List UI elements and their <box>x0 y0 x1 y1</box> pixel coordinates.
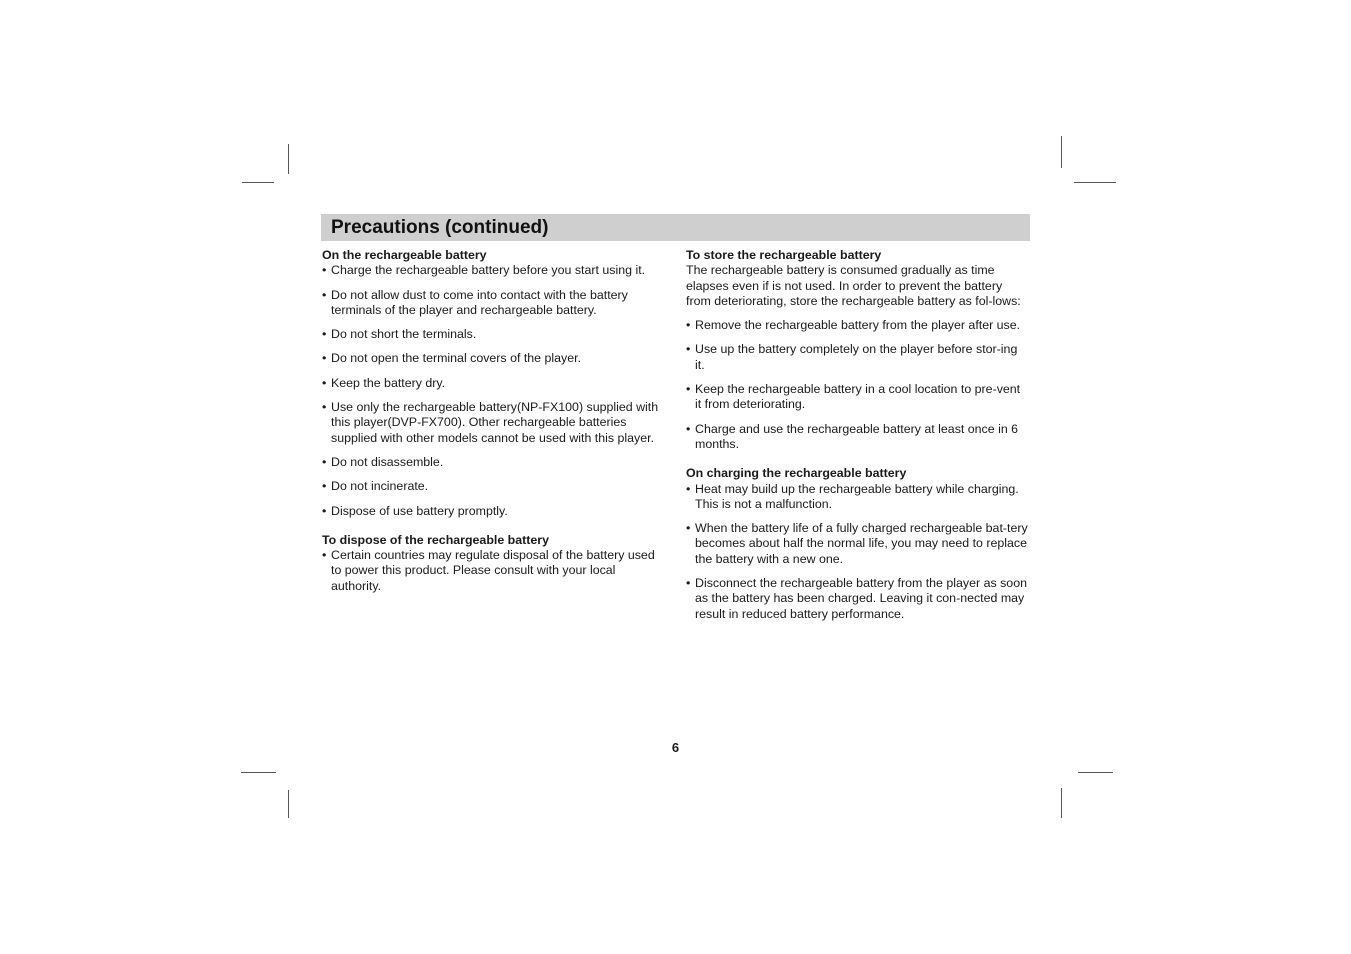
crop-mark-bottom-right-v <box>1061 788 1062 818</box>
crop-mark-top-left-h <box>242 182 274 183</box>
section-dispose-battery <box>322 533 667 594</box>
bullet-icon: • <box>322 503 327 518</box>
right-column <box>686 248 1028 636</box>
section-heading: To store the rechargeable battery <box>686 248 882 262</box>
bullet-icon: • <box>322 548 327 563</box>
section-heading: On the rechargeable battery <box>322 248 487 262</box>
bullet-list <box>322 263 667 519</box>
bullet-icon: • <box>686 521 691 536</box>
section-store-battery <box>686 248 1028 452</box>
bullet-icon: • <box>686 481 691 496</box>
section-on-rechargeable-battery <box>322 248 667 519</box>
list-item: • Keep the rechargeable battery in a cool location to pre-vent it from deteriorating. <box>686 382 1021 412</box>
section-intro: The rechargeable battery is consumed gradually as time elapses even if is not used. In order to prevent the battery from deteriorating, store the rechargeable battery as fol-lows: <box>686 263 1021 308</box>
list-item: • Disconnect the rechargeable battery from the player as soon as the battery has been charged. Leaving it con-nected may result in reduced battery performance. <box>686 576 1027 621</box>
list-item: • Certain countries may regulate disposal of the battery used to power this product. Please consult with your local authority. <box>322 548 655 593</box>
crop-mark-top-right-v <box>1061 136 1062 168</box>
list-item: • Do not disassemble. <box>322 454 444 469</box>
crop-mark-top-left-v <box>288 144 289 174</box>
bullet-icon: • <box>686 382 691 397</box>
bullet-icon: • <box>322 351 327 366</box>
list-item: • Do not open the terminal covers of the player. <box>322 351 582 366</box>
crop-mark-bottom-left-h <box>241 772 276 773</box>
crop-mark-top-right-h <box>1074 182 1116 183</box>
list-item: • When the battery life of a fully charged rechargeable bat-tery becomes about half the normal life, you may need to replace the battery with a new one. <box>686 521 1028 566</box>
page-title: Precautions (continued) <box>321 214 1030 241</box>
bullet-icon: • <box>322 454 327 469</box>
crop-mark-bottom-left-v <box>288 790 289 818</box>
list-item: • Charge and use the rechargeable battery at least once in 6 months. <box>686 421 1019 451</box>
list-item: • Do not allow dust to come into contact with the battery terminals of the player and rechargeable battery. <box>322 287 628 317</box>
list-item: • Heat may build up the rechargeable battery while charging. This is not a malfunction. <box>686 481 1019 511</box>
bullet-icon: • <box>322 479 327 494</box>
bullet-icon: • <box>686 318 691 333</box>
section-heading: On charging the rechargeable battery <box>686 466 907 481</box>
crop-mark-bottom-right-h <box>1078 772 1113 773</box>
bullet-icon: • <box>322 400 327 415</box>
bullet-icon: • <box>322 287 327 302</box>
list-item: • Keep the battery dry. <box>322 375 446 390</box>
list-item: • Use up the battery completely on the player before stor-ing it. <box>686 342 1018 372</box>
bullet-list <box>322 548 667 594</box>
bullet-list <box>686 318 1028 452</box>
bullet-icon: • <box>686 576 691 591</box>
list-item: • Do not incinerate. <box>322 479 429 494</box>
section-charging-battery <box>686 466 1028 622</box>
bullet-icon: • <box>686 421 691 436</box>
bullet-icon: • <box>322 375 327 390</box>
list-item: • Remove the rechargeable battery from the player after use. <box>686 318 1021 333</box>
bullet-icon: • <box>322 263 327 278</box>
list-item: • Do not short the terminals. <box>322 327 477 342</box>
page-number: 6 <box>671 740 680 755</box>
list-item: • Dispose of use battery promptly. <box>322 503 508 518</box>
bullet-list <box>686 482 1028 622</box>
list-item: • Charge the rechargeable battery before you start using it. <box>322 263 646 278</box>
list-item: • Use only the rechargeable battery(NP-FX100) supplied with this player(DVP-FX700). Other rechargeable batteries supplied with other models cannot be used with this player. <box>322 400 659 445</box>
section-heading: To dispose of the rechargeable battery <box>322 532 549 547</box>
bullet-icon: • <box>322 327 327 342</box>
bullet-icon: • <box>686 342 691 357</box>
left-column <box>322 248 667 608</box>
